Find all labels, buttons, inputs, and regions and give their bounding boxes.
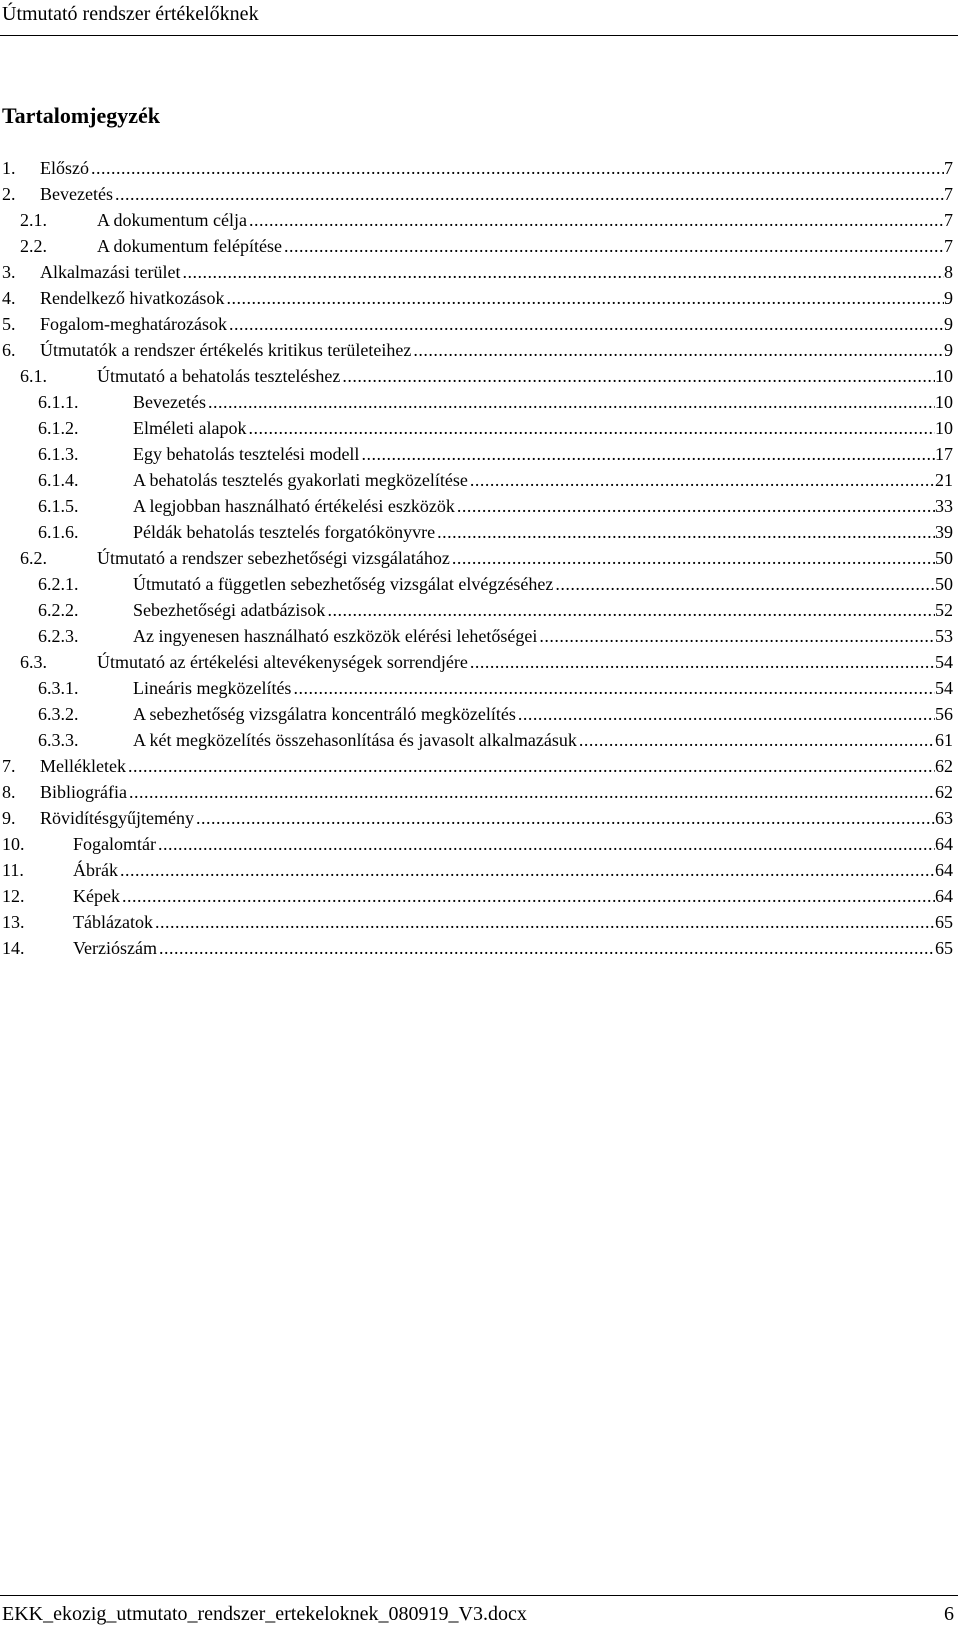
toc-dot-leader	[455, 493, 935, 519]
toc-entry-page: 64	[935, 834, 953, 854]
toc-entry-page: 7	[944, 184, 953, 204]
toc-entry-page: 9	[944, 288, 953, 308]
toc-entry-page: 10	[935, 392, 953, 412]
toc-entry[interactable]	[0, 311, 953, 337]
toc-entry-number: 10.	[2, 834, 25, 854]
toc-entry-title: A legjobban használható értékelési eszközök	[133, 496, 455, 516]
toc-entry-title: Útmutató a független sebezhetőség vizsgálat elvégzéséhez	[133, 574, 554, 594]
toc-entry-number: 4.	[2, 288, 16, 308]
toc-entry-number: 6.3.2.	[38, 704, 79, 724]
toc-entry-page: 17	[935, 444, 953, 464]
toc-entry-title: Ábrák	[73, 860, 118, 880]
toc-entry-page: 52	[935, 600, 953, 620]
toc-title: Tartalomjegyzék	[2, 103, 161, 128]
toc-entry-page: 65	[935, 912, 953, 932]
toc-dot-leader	[468, 467, 935, 493]
toc-entry[interactable]	[0, 181, 953, 207]
toc-entry-page: 7	[944, 236, 953, 256]
toc-dot-leader	[206, 389, 935, 415]
toc-entry[interactable]	[0, 233, 953, 259]
toc-entry-number: 6.2.2.	[38, 600, 79, 620]
toc-entry-title: Útmutató az értékelési altevékenységek sorrendjére	[97, 652, 468, 672]
toc-entry-page: 10	[935, 366, 953, 386]
toc-entry-page: 33	[935, 496, 953, 516]
toc-dot-leader	[246, 415, 935, 441]
toc-entry[interactable]	[0, 779, 953, 805]
toc-dot-leader	[450, 545, 935, 571]
footer-filename: EKK_ekozig_utmutato_rendszer_ertekeloknek_080919_V3.docx	[2, 1603, 527, 1625]
toc-entry-page: 61	[935, 730, 953, 750]
toc-dot-leader	[291, 675, 935, 701]
toc-entry-number: 6.3.	[20, 652, 47, 672]
header-divider	[0, 35, 958, 36]
toc-entry-page: 50	[935, 574, 953, 594]
toc-entry-number: 6.2.1.	[38, 574, 79, 594]
toc-dot-leader	[118, 857, 935, 883]
toc-entry[interactable]	[0, 597, 953, 623]
toc-dot-leader	[120, 883, 935, 909]
toc-entry-page: 9	[944, 340, 953, 360]
toc-dot-leader	[516, 701, 935, 727]
toc-entry-page: 7	[944, 158, 953, 178]
toc-entry[interactable]	[0, 285, 953, 311]
toc-entry-page: 39	[935, 522, 953, 542]
toc-entry-title: Mellékletek	[40, 756, 126, 776]
toc-entry-page: 50	[935, 548, 953, 568]
toc-entry-title: Bevezetés	[133, 392, 206, 412]
toc-entry-title: Útmutató a rendszer sebezhetőségi vizsgálatához	[97, 548, 450, 568]
toc-entry-page: 10	[935, 418, 953, 438]
toc-entry-number: 6.1.	[20, 366, 47, 386]
toc-entry-number: 6.2.	[20, 548, 47, 568]
toc-entry-number: 13.	[2, 912, 25, 932]
toc-entry[interactable]	[0, 857, 953, 883]
toc-entry-page: 56	[935, 704, 953, 724]
toc-entry-number: 14.	[2, 938, 25, 958]
toc-entry-title: A dokumentum felépítése	[97, 236, 282, 256]
toc-entry[interactable]	[0, 649, 953, 675]
footer-divider	[0, 1595, 958, 1596]
toc-entry[interactable]	[0, 701, 953, 727]
toc-dot-leader	[553, 571, 935, 597]
toc-entry-title: Előszó	[40, 158, 89, 178]
toc-dot-leader	[435, 519, 935, 545]
toc-dot-leader	[227, 311, 944, 337]
toc-entry[interactable]	[0, 467, 953, 493]
toc-entry-page: 62	[935, 756, 953, 776]
toc-entry-title: Útmutatók a rendszer értékelés kritikus területeihez	[40, 340, 412, 360]
toc-entry-number: 6.1.5.	[38, 496, 79, 516]
toc-entry[interactable]	[0, 441, 953, 467]
toc-dot-leader	[89, 155, 944, 181]
toc-entry-number: 6.3.3.	[38, 730, 79, 750]
toc-entry-number: 2.1.	[20, 210, 47, 230]
toc-entry-number: 6.1.3.	[38, 444, 79, 464]
toc-entry[interactable]	[0, 935, 953, 961]
toc-entry-number: 9.	[2, 808, 16, 828]
toc-entry-number: 3.	[2, 262, 16, 282]
toc-entry-number: 6.2.3.	[38, 626, 79, 646]
toc-dot-leader	[359, 441, 935, 467]
toc-entry-title: Lineáris megközelítés	[133, 678, 292, 698]
toc-entry-page: 8	[944, 262, 953, 282]
toc-entry[interactable]	[0, 493, 953, 519]
toc-entry-title: Táblázatok	[73, 912, 153, 932]
toc-dot-leader	[157, 935, 935, 961]
toc-entry[interactable]	[0, 571, 953, 597]
toc-entry-title: Verziószám	[73, 938, 157, 958]
toc-entry-number: 6.1.2.	[38, 418, 79, 438]
toc-entry-title: A két megközelítés összehasonlítása és javasolt alkalmazásuk	[133, 730, 577, 750]
toc-dot-leader	[325, 597, 935, 623]
toc-entry-page: 21	[935, 470, 953, 490]
toc-dot-leader	[537, 623, 935, 649]
toc-entry[interactable]	[0, 545, 953, 571]
toc-entry-title: A behatolás tesztelés gyakorlati megközelítése	[133, 470, 468, 490]
toc-dot-leader	[127, 779, 935, 805]
toc-entry-number: 6.1.4.	[38, 470, 79, 490]
toc-dot-leader	[126, 753, 935, 779]
toc-entry[interactable]	[0, 259, 953, 285]
toc-entry-title: Sebezhetőségi adatbázisok	[133, 600, 326, 620]
toc-entry-title: Elméleti alapok	[133, 418, 247, 438]
toc-dot-leader	[153, 909, 935, 935]
toc-dot-leader	[340, 363, 935, 389]
toc-entry[interactable]	[0, 805, 953, 831]
footer-page-number: 6	[944, 1603, 954, 1625]
toc-entry-number: 1.	[2, 158, 16, 178]
toc-entry-title: Bibliográfia	[40, 782, 127, 802]
toc-dot-leader	[113, 181, 944, 207]
toc-entry-number: 5.	[2, 314, 16, 334]
toc-entry[interactable]	[0, 883, 953, 909]
toc-dot-leader	[282, 233, 944, 259]
table-of-contents	[0, 155, 953, 961]
toc-entry-title: A sebezhetőség vizsgálatra koncentráló megközelítés	[133, 704, 516, 724]
toc-entry-page: 54	[935, 652, 953, 672]
toc-entry-page: 53	[935, 626, 953, 646]
toc-entry-title: Egy behatolás tesztelési modell	[133, 444, 360, 464]
toc-entry-title: Rendelkező hivatkozások	[40, 288, 225, 308]
toc-dot-leader	[224, 285, 944, 311]
toc-entry[interactable]	[0, 337, 953, 363]
toc-dot-leader	[194, 805, 935, 831]
toc-entry-number: 6.	[2, 340, 16, 360]
toc-entry-number: 6.1.6.	[38, 522, 79, 542]
toc-entry-page: 9	[944, 314, 953, 334]
toc-entry-title: Fogalomtár	[73, 834, 156, 854]
toc-entry-number: 2.2.	[20, 236, 47, 256]
toc-entry[interactable]	[0, 727, 953, 753]
toc-entry-page: 63	[935, 808, 953, 828]
toc-entry[interactable]	[0, 675, 953, 701]
toc-dot-leader	[577, 727, 935, 753]
toc-entry-number: 7.	[2, 756, 16, 776]
toc-entry-title: Bevezetés	[40, 184, 113, 204]
toc-entry-title: Alkalmazási terület	[40, 262, 181, 282]
toc-entry-number: 6.1.1.	[38, 392, 79, 412]
toc-dot-leader	[468, 649, 935, 675]
toc-entry-number: 2.	[2, 184, 16, 204]
toc-entry[interactable]	[0, 519, 953, 545]
toc-entry-number: 6.3.1.	[38, 678, 79, 698]
toc-entry-page: 62	[935, 782, 953, 802]
toc-entry-number: 12.	[2, 886, 25, 906]
toc-entry-title: Fogalom-meghatározások	[40, 314, 227, 334]
toc-entry-page: 7	[944, 210, 953, 230]
toc-entry-title: Útmutató a behatolás teszteléshez	[97, 366, 341, 386]
toc-entry[interactable]	[0, 415, 953, 441]
toc-entry-title: A dokumentum célja	[97, 210, 247, 230]
toc-entry[interactable]	[0, 909, 953, 935]
toc-entry-number: 8.	[2, 782, 16, 802]
toc-dot-leader	[180, 259, 944, 285]
toc-entry[interactable]	[0, 207, 953, 233]
toc-dot-leader	[247, 207, 944, 233]
toc-entry-title: Az ingyenesen használható eszközök elérési lehetőségei	[133, 626, 538, 646]
toc-entry-page: 64	[935, 860, 953, 880]
toc-dot-leader	[411, 337, 944, 363]
toc-entry-title: Képek	[73, 886, 120, 906]
toc-entry[interactable]	[0, 389, 953, 415]
toc-entry[interactable]	[0, 753, 953, 779]
toc-entry[interactable]	[0, 155, 953, 181]
running-header: Útmutató rendszer értékelőknek	[2, 3, 259, 25]
toc-entry-page: 54	[935, 678, 953, 698]
toc-entry[interactable]	[0, 623, 953, 649]
toc-dot-leader	[156, 831, 935, 857]
toc-entry-title: Példák behatolás tesztelés forgatókönyvre	[133, 522, 436, 542]
toc-entry-number: 11.	[2, 860, 24, 880]
toc-entry-page: 64	[935, 886, 953, 906]
toc-entry-title: Rövidítésgyűjtemény	[40, 808, 194, 828]
toc-entry-page: 65	[935, 938, 953, 958]
toc-entry[interactable]	[0, 831, 953, 857]
toc-entry[interactable]	[0, 363, 953, 389]
